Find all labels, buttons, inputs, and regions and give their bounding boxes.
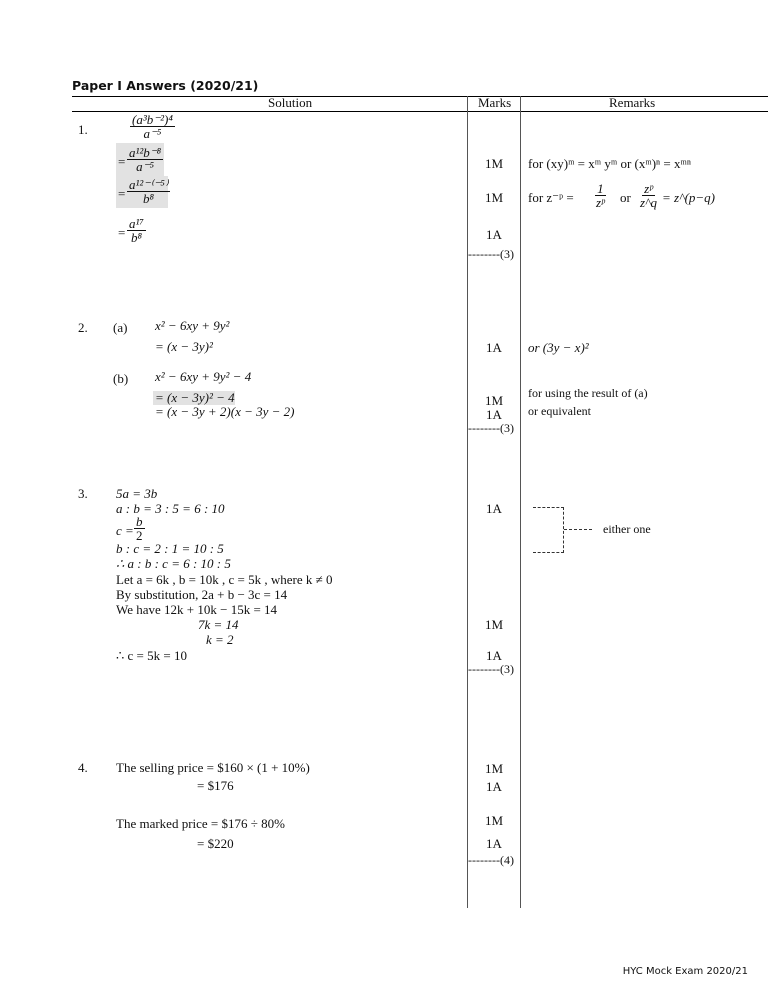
denominator: a⁻⁵: [136, 159, 155, 174]
equals: =: [118, 154, 126, 169]
header-bottom-rule: [72, 111, 768, 112]
solution-line: By substitution, 2a + b − 3c = 14: [116, 587, 288, 602]
denominator: b⁸: [142, 191, 154, 206]
marks-right-rule: [520, 96, 521, 908]
part-label: (a): [113, 320, 128, 335]
fraction: [127, 146, 163, 173]
solution-line: Let a = 6k , b = 10k , c = 5k , where k ≠ 0: [116, 572, 333, 587]
question-number: 4.: [78, 760, 88, 775]
bracket-connector: [564, 529, 592, 530]
remark-prefix: for z⁻ᵖ =: [528, 190, 574, 205]
solution-line: = $176: [197, 778, 234, 793]
denominator: zᵖ: [596, 195, 605, 210]
fraction: [134, 515, 145, 542]
solution-line: = (x − 3y)²: [155, 339, 213, 354]
mark: 1M: [484, 761, 504, 776]
footer: HYC Mock Exam 2020/21: [622, 966, 748, 977]
fraction: [127, 178, 170, 205]
denominator: z^q: [640, 195, 658, 210]
header-solution: Solution: [268, 95, 313, 110]
remark: for (xy)ᵐ = xᵐ yᵐ or (xᵐ)ⁿ = xᵐⁿ: [528, 156, 691, 171]
part-label: (b): [113, 371, 129, 386]
remark: or (3y − x)²: [528, 340, 589, 355]
subtotal: --------(3): [468, 421, 514, 435]
solution-line: k = 2: [206, 632, 234, 647]
fraction: [594, 182, 607, 209]
mark: 1M: [484, 393, 504, 408]
solution-line: 7k = 14: [198, 617, 239, 632]
numerator: a¹²⁻⁽⁻⁵⁾: [129, 177, 168, 192]
question-number: 3.: [78, 486, 88, 501]
fraction: [638, 182, 659, 209]
equals: =: [118, 225, 126, 240]
remark-or: or: [620, 190, 631, 205]
mark: 1A: [486, 648, 502, 663]
solution-line: = (x − 3y + 2)(x − 3y − 2): [155, 404, 295, 419]
mark: 1A: [486, 340, 502, 355]
numerator: a¹²b⁻⁸: [129, 145, 162, 160]
solution-line: ∴ c = 5k = 10: [116, 648, 187, 663]
remark: or equivalent: [528, 404, 591, 418]
numerator: zᵖ: [644, 181, 653, 196]
header-remarks: Remarks: [609, 95, 656, 110]
solution-line: We have 12k + 10k − 15k = 14: [116, 602, 278, 617]
mark: 1M: [484, 813, 504, 828]
remark: either one: [603, 522, 651, 536]
mark: 1A: [486, 227, 502, 242]
solution-line: = $220: [197, 836, 234, 851]
solution-line: a : b = 3 : 5 = 6 : 10: [116, 501, 225, 516]
mark: 1A: [486, 407, 502, 422]
numerator: 1: [597, 181, 604, 196]
page-title: Paper I Answers (2020/21): [72, 78, 259, 93]
fraction: [127, 217, 146, 244]
remark: for using the result of (a): [528, 386, 648, 400]
mark: 1M: [484, 156, 504, 171]
question-number: 1.: [78, 122, 88, 137]
header-top-rule: [72, 96, 768, 97]
remark-suffix: = z^(p−q): [662, 190, 715, 205]
numerator: (a³b⁻²)⁴: [132, 112, 173, 127]
solution-line: The selling price = $160 × (1 + 10%): [116, 760, 310, 775]
mark: 1M: [484, 617, 504, 632]
mark: 1A: [486, 501, 502, 516]
denominator: a⁻⁵: [143, 126, 162, 141]
subtotal: --------(4): [468, 853, 514, 867]
bracket: [533, 507, 564, 553]
solution-line: = (x − 3y)² − 4: [155, 390, 235, 405]
solution-line: ∴ a : b : c = 6 : 10 : 5: [116, 556, 231, 571]
numerator: a¹⁷: [129, 216, 144, 231]
solution-line: x² − 6xy + 9y²: [155, 318, 230, 333]
solution-line: The marked price = $176 ÷ 80%: [116, 816, 285, 831]
question-number: 2.: [78, 320, 88, 335]
subtotal: --------(3): [468, 662, 514, 676]
fraction: [130, 113, 175, 140]
mark: 1A: [486, 779, 502, 794]
solution-line: c =: [116, 523, 134, 538]
denominator: b⁸: [130, 230, 142, 245]
numerator: b: [136, 514, 143, 529]
header-marks: Marks: [478, 95, 512, 110]
mark: 1A: [486, 836, 502, 851]
solution-line: 5a = 3b: [116, 486, 158, 501]
subtotal: --------(3): [468, 247, 514, 261]
mark: 1M: [484, 190, 504, 205]
solution-line: b : c = 2 : 1 = 10 : 5: [116, 541, 224, 556]
equals: =: [118, 186, 126, 201]
denominator: 2: [136, 528, 143, 543]
solution-line: x² − 6xy + 9y² − 4: [155, 369, 252, 384]
